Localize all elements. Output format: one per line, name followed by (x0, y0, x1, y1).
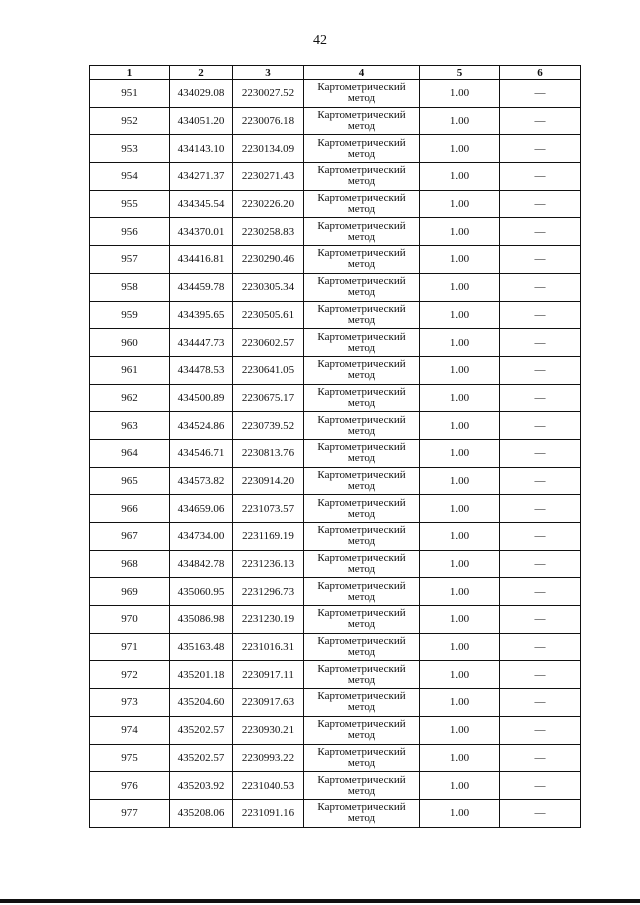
method-cell: Картометрический метод (304, 495, 420, 523)
table-row (90, 384, 581, 412)
y-coordinate-cell: 2230602.57 (233, 329, 304, 357)
point-number-cell: 964 (90, 439, 170, 467)
table-row (90, 135, 581, 163)
note-cell: — (500, 107, 581, 135)
point-number-cell: 956 (90, 218, 170, 246)
x-coordinate-cell: 435163.48 (170, 633, 233, 661)
x-coordinate-cell: 434370.01 (170, 218, 233, 246)
y-coordinate-cell: 2230290.46 (233, 246, 304, 274)
column-header: 5 (420, 66, 500, 80)
note-cell: — (500, 578, 581, 606)
table-row (90, 633, 581, 661)
column-header: 4 (304, 66, 420, 80)
table-row (90, 107, 581, 135)
point-number-cell: 968 (90, 550, 170, 578)
x-coordinate-cell: 435203.92 (170, 772, 233, 800)
y-coordinate-cell: 2230739.52 (233, 412, 304, 440)
accuracy-cell: 1.00 (420, 689, 500, 717)
column-header: 3 (233, 66, 304, 80)
y-coordinate-cell: 2230675.17 (233, 384, 304, 412)
point-number-cell: 974 (90, 716, 170, 744)
y-coordinate-cell: 2230917.63 (233, 689, 304, 717)
note-cell: — (500, 80, 581, 108)
point-number-cell: 971 (90, 633, 170, 661)
x-coordinate-cell: 434395.65 (170, 301, 233, 329)
method-cell: Картометрический метод (304, 356, 420, 384)
method-cell: Картометрический метод (304, 384, 420, 412)
x-coordinate-cell: 434659.06 (170, 495, 233, 523)
point-number-cell: 958 (90, 273, 170, 301)
note-cell: — (500, 467, 581, 495)
method-cell: Картометрический метод (304, 329, 420, 357)
table-row (90, 273, 581, 301)
point-number-cell: 962 (90, 384, 170, 412)
column-header: 1 (90, 66, 170, 80)
x-coordinate-cell: 434500.89 (170, 384, 233, 412)
method-cell: Картометрический метод (304, 799, 420, 827)
y-coordinate-cell: 2230076.18 (233, 107, 304, 135)
x-coordinate-cell: 434447.73 (170, 329, 233, 357)
table-row (90, 218, 581, 246)
column-header: 2 (170, 66, 233, 80)
method-cell: Картометрический метод (304, 135, 420, 163)
x-coordinate-cell: 435086.98 (170, 606, 233, 634)
accuracy-cell: 1.00 (420, 329, 500, 357)
x-coordinate-cell: 435202.57 (170, 744, 233, 772)
table-row (90, 578, 581, 606)
table-row (90, 689, 581, 717)
y-coordinate-cell: 2230027.52 (233, 80, 304, 108)
table-row (90, 606, 581, 634)
x-coordinate-cell: 434271.37 (170, 163, 233, 191)
method-cell: Картометрический метод (304, 578, 420, 606)
y-coordinate-cell: 2230914.20 (233, 467, 304, 495)
table-row (90, 301, 581, 329)
accuracy-cell: 1.00 (420, 246, 500, 274)
y-coordinate-cell: 2230641.05 (233, 356, 304, 384)
accuracy-cell: 1.00 (420, 384, 500, 412)
x-coordinate-cell: 434573.82 (170, 467, 233, 495)
y-coordinate-cell: 2230271.43 (233, 163, 304, 191)
x-coordinate-cell: 434524.86 (170, 412, 233, 440)
table-row (90, 467, 581, 495)
point-number-cell: 977 (90, 799, 170, 827)
y-coordinate-cell: 2230305.34 (233, 273, 304, 301)
y-coordinate-cell: 2230993.22 (233, 744, 304, 772)
accuracy-cell: 1.00 (420, 107, 500, 135)
note-cell: — (500, 606, 581, 634)
note-cell: — (500, 439, 581, 467)
table-row (90, 246, 581, 274)
method-cell: Картометрический метод (304, 772, 420, 800)
method-cell: Картометрический метод (304, 246, 420, 274)
note-cell: — (500, 412, 581, 440)
method-cell: Картометрический метод (304, 744, 420, 772)
note-cell: — (500, 163, 581, 191)
note-cell: — (500, 356, 581, 384)
accuracy-cell: 1.00 (420, 273, 500, 301)
accuracy-cell: 1.00 (420, 523, 500, 551)
method-cell: Картометрический метод (304, 273, 420, 301)
table-row (90, 744, 581, 772)
accuracy-cell: 1.00 (420, 190, 500, 218)
x-coordinate-cell: 435204.60 (170, 689, 233, 717)
page-number: 42 (313, 33, 327, 48)
table-row (90, 80, 581, 108)
x-coordinate-cell: 435201.18 (170, 661, 233, 689)
y-coordinate-cell: 2231296.73 (233, 578, 304, 606)
y-coordinate-cell: 2230930.21 (233, 716, 304, 744)
y-coordinate-cell: 2231230.19 (233, 606, 304, 634)
point-number-cell: 953 (90, 135, 170, 163)
note-cell: — (500, 799, 581, 827)
point-number-cell: 952 (90, 107, 170, 135)
method-cell: Картометрический метод (304, 412, 420, 440)
accuracy-cell: 1.00 (420, 218, 500, 246)
table-row (90, 190, 581, 218)
accuracy-cell: 1.00 (420, 163, 500, 191)
x-coordinate-cell: 434546.71 (170, 439, 233, 467)
x-coordinate-cell: 435208.06 (170, 799, 233, 827)
point-number-cell: 959 (90, 301, 170, 329)
point-number-cell: 976 (90, 772, 170, 800)
accuracy-cell: 1.00 (420, 412, 500, 440)
method-cell: Картометрический метод (304, 606, 420, 634)
method-cell: Картометрический метод (304, 190, 420, 218)
x-coordinate-cell: 434459.78 (170, 273, 233, 301)
y-coordinate-cell: 2230917.11 (233, 661, 304, 689)
accuracy-cell: 1.00 (420, 578, 500, 606)
point-number-cell: 963 (90, 412, 170, 440)
point-number-cell: 955 (90, 190, 170, 218)
y-coordinate-cell: 2231040.53 (233, 772, 304, 800)
point-number-cell: 970 (90, 606, 170, 634)
y-coordinate-cell: 2231169.19 (233, 523, 304, 551)
table-header-row (90, 66, 581, 80)
point-number-cell: 951 (90, 80, 170, 108)
table-row (90, 439, 581, 467)
accuracy-cell: 1.00 (420, 80, 500, 108)
note-cell: — (500, 550, 581, 578)
y-coordinate-cell: 2230134.09 (233, 135, 304, 163)
coordinates-table (89, 65, 581, 828)
x-coordinate-cell: 435202.57 (170, 716, 233, 744)
accuracy-cell: 1.00 (420, 772, 500, 800)
table-row (90, 661, 581, 689)
table-row (90, 495, 581, 523)
y-coordinate-cell: 2231091.16 (233, 799, 304, 827)
note-cell: — (500, 301, 581, 329)
method-cell: Картометрический метод (304, 218, 420, 246)
note-cell: — (500, 384, 581, 412)
note-cell: — (500, 633, 581, 661)
method-cell: Картометрический метод (304, 439, 420, 467)
note-cell: — (500, 273, 581, 301)
table-row (90, 772, 581, 800)
x-coordinate-cell: 434143.10 (170, 135, 233, 163)
point-number-cell: 966 (90, 495, 170, 523)
method-cell: Картометрический метод (304, 661, 420, 689)
accuracy-cell: 1.00 (420, 606, 500, 634)
method-cell: Картометрический метод (304, 163, 420, 191)
table-row (90, 799, 581, 827)
point-number-cell: 967 (90, 523, 170, 551)
method-cell: Картометрический метод (304, 80, 420, 108)
y-coordinate-cell: 2230258.83 (233, 218, 304, 246)
x-coordinate-cell: 434416.81 (170, 246, 233, 274)
note-cell: — (500, 661, 581, 689)
note-cell: — (500, 246, 581, 274)
accuracy-cell: 1.00 (420, 495, 500, 523)
x-coordinate-cell: 434345.54 (170, 190, 233, 218)
accuracy-cell: 1.00 (420, 799, 500, 827)
table-row (90, 550, 581, 578)
accuracy-cell: 1.00 (420, 439, 500, 467)
x-coordinate-cell: 434478.53 (170, 356, 233, 384)
method-cell: Картометрический метод (304, 523, 420, 551)
x-coordinate-cell: 434051.20 (170, 107, 233, 135)
table-row (90, 523, 581, 551)
accuracy-cell: 1.00 (420, 356, 500, 384)
point-number-cell: 973 (90, 689, 170, 717)
accuracy-cell: 1.00 (420, 550, 500, 578)
method-cell: Картометрический метод (304, 716, 420, 744)
x-coordinate-cell: 434842.78 (170, 550, 233, 578)
note-cell: — (500, 689, 581, 717)
y-coordinate-cell: 2231073.57 (233, 495, 304, 523)
bottom-border-line (0, 899, 640, 903)
point-number-cell: 960 (90, 329, 170, 357)
point-number-cell: 954 (90, 163, 170, 191)
column-header: 6 (500, 66, 581, 80)
method-cell: Картометрический метод (304, 467, 420, 495)
note-cell: — (500, 218, 581, 246)
y-coordinate-cell: 2230813.76 (233, 439, 304, 467)
accuracy-cell: 1.00 (420, 744, 500, 772)
accuracy-cell: 1.00 (420, 633, 500, 661)
table-row (90, 356, 581, 384)
table-row (90, 329, 581, 357)
method-cell: Картометрический метод (304, 689, 420, 717)
note-cell: — (500, 716, 581, 744)
accuracy-cell: 1.00 (420, 716, 500, 744)
x-coordinate-cell: 434029.08 (170, 80, 233, 108)
point-number-cell: 972 (90, 661, 170, 689)
y-coordinate-cell: 2231016.31 (233, 633, 304, 661)
x-coordinate-cell: 434734.00 (170, 523, 233, 551)
method-cell: Картометрический метод (304, 107, 420, 135)
point-number-cell: 957 (90, 246, 170, 274)
table-row (90, 412, 581, 440)
point-number-cell: 961 (90, 356, 170, 384)
table-row (90, 716, 581, 744)
note-cell: — (500, 135, 581, 163)
y-coordinate-cell: 2230226.20 (233, 190, 304, 218)
point-number-cell: 965 (90, 467, 170, 495)
note-cell: — (500, 772, 581, 800)
note-cell: — (500, 329, 581, 357)
note-cell: — (500, 190, 581, 218)
x-coordinate-cell: 435060.95 (170, 578, 233, 606)
method-cell: Картометрический метод (304, 633, 420, 661)
y-coordinate-cell: 2231236.13 (233, 550, 304, 578)
table-row (90, 163, 581, 191)
point-number-cell: 969 (90, 578, 170, 606)
accuracy-cell: 1.00 (420, 301, 500, 329)
accuracy-cell: 1.00 (420, 135, 500, 163)
accuracy-cell: 1.00 (420, 661, 500, 689)
note-cell: — (500, 523, 581, 551)
method-cell: Картометрический метод (304, 301, 420, 329)
y-coordinate-cell: 2230505.61 (233, 301, 304, 329)
note-cell: — (500, 495, 581, 523)
note-cell: — (500, 744, 581, 772)
accuracy-cell: 1.00 (420, 467, 500, 495)
point-number-cell: 975 (90, 744, 170, 772)
method-cell: Картометрический метод (304, 550, 420, 578)
